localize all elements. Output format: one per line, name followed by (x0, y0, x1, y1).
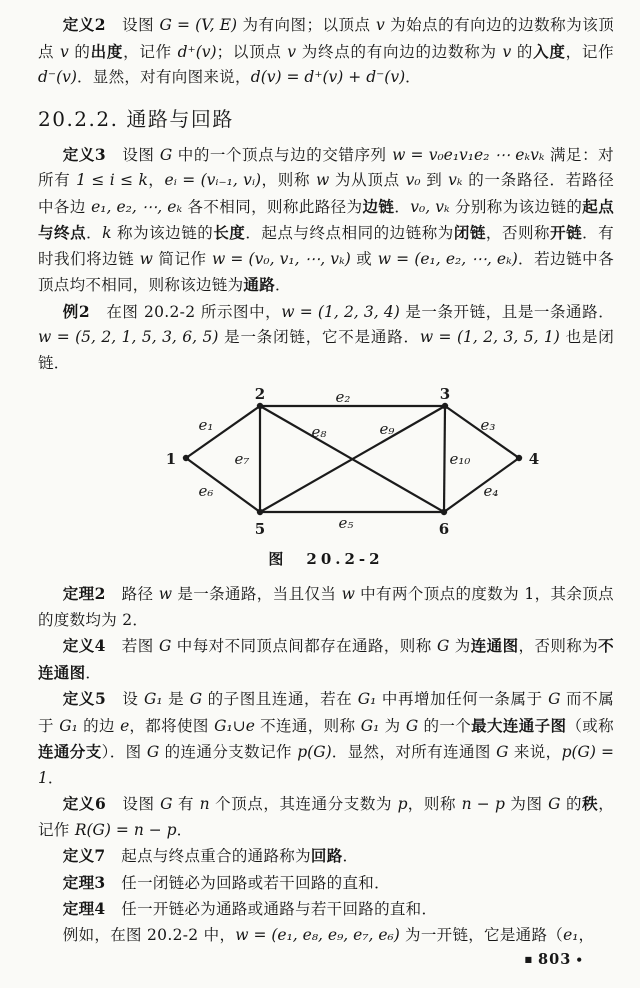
text-segment: ． (394, 197, 411, 216)
bold-term: 闭链 (453, 223, 486, 242)
bold-term: 连通图 (470, 636, 519, 655)
text-segment: 为始点的有向边的边数称为该顶点 (38, 16, 614, 61)
text-segment: 是一条闭链，它不是通路． (218, 328, 420, 346)
text-segment: 的 (560, 795, 583, 813)
math-expression: eᵢ = (vᵢ₋₁, vᵢ) (164, 171, 262, 189)
bold-term: 开链 (550, 223, 583, 242)
text-segment: 中有两个顶点的度数为 1，其余顶点的度数均为 2． (38, 585, 614, 629)
graph-edge-label-e₄: e₄ (483, 482, 499, 500)
math-expression: k (102, 224, 112, 242)
graph-figure-svg (38, 384, 626, 546)
paragraph-definition-5 (38, 686, 619, 791)
text-segment: 的子图且连通，若在 (202, 690, 358, 708)
text-segment: ，则称 (407, 795, 462, 813)
text-segment: 中再增加任何一条属于 (376, 690, 549, 708)
text-segment: 不连通，则称 (254, 716, 361, 735)
math-expression: w = (5, 2, 1, 5, 3, 6, 5) (38, 328, 219, 346)
math-expression: G = (V, E) (159, 16, 238, 34)
math-expression: 1 ≤ i ≤ k (76, 171, 148, 189)
bold-term: 定义5 (62, 689, 107, 708)
bold-term: 例2 (62, 301, 90, 321)
bold-term: 长度 (213, 223, 246, 242)
text-segment: 简记作 (152, 249, 212, 268)
text-segment: 为终点的有向边的边数称为 (296, 42, 503, 61)
text-segment: ． (342, 847, 359, 865)
text-segment: 到 (420, 171, 449, 189)
math-expression: R(G) = n − p (74, 820, 177, 839)
text-segment: ， (578, 925, 595, 944)
text-segment: 的 (68, 42, 91, 61)
figure-caption: 图 20.2-2 (268, 550, 384, 568)
graph-vertex-label-3: 3 (439, 385, 451, 403)
graph-vertex-5 (257, 509, 263, 515)
graph-edge-label-e₃: e₃ (480, 416, 496, 434)
math-expression: n − p (461, 795, 505, 813)
paragraph-definition-7 (38, 843, 614, 870)
text-segment: 为 (379, 716, 406, 735)
graph-figure (38, 384, 614, 546)
bold-term: 定义2 (62, 15, 106, 34)
page-number-marker-left: ■ (524, 954, 534, 964)
text-segment: 而不属于 (38, 690, 615, 735)
text-segment: 为从顶点 (329, 171, 406, 189)
text-segment: 中的一个顶点与边的交错序列 (172, 145, 393, 164)
math-expression: w (158, 585, 173, 603)
math-expression: G₁ (59, 716, 78, 735)
math-expression: v (287, 42, 297, 61)
math-expression: G (146, 743, 160, 761)
math-expression: d⁺(v) (177, 42, 217, 61)
graph-vertex-label-6: 6 (438, 520, 450, 538)
graph-vertex-1 (183, 455, 189, 461)
math-expression: v₀ (405, 171, 421, 189)
text-segment: 各不相同，则称此路径为 (182, 197, 363, 216)
section-heading: 20.2.2. 通路与回路 (38, 106, 234, 131)
graph-edge-3-6 (444, 406, 445, 512)
text-segment: 设图 (106, 145, 160, 164)
math-expression: vₖ (448, 171, 463, 189)
text-segment: ． (176, 820, 193, 839)
text-segment: 的一个 (418, 716, 472, 735)
math-expression: w (139, 249, 153, 268)
graph-vertex-label-2: 2 (254, 385, 266, 403)
math-expression: v (502, 42, 512, 61)
bold-term: 定义6 (62, 794, 107, 813)
text-segment: ，否则称 (485, 224, 551, 242)
bold-term: 最大连通子图 (471, 715, 567, 735)
text-segment: 设 (106, 690, 144, 708)
math-expression: v (375, 16, 385, 34)
text-segment: ．起点与终点相同的边链称为 (245, 224, 454, 242)
math-expression: w (341, 585, 355, 603)
math-expression: w = (1, 2, 3, 4) (281, 302, 400, 321)
text-segment: 也是闭链． (38, 328, 614, 372)
text-segment: 为图 (504, 795, 549, 813)
text-segment: ，记作 (123, 42, 178, 61)
text-segment: ． (405, 68, 421, 86)
text-segment: 的一条路径．若路径中各边 (38, 171, 614, 216)
text-segment: 的边 (77, 716, 121, 735)
math-expression: w = (v₀, v₁, ⋯, vₖ) (211, 249, 351, 268)
text-segment: 任一闭链必为回路或若干回路的直和． (105, 873, 390, 892)
math-expression: d(v) = d⁺(v) + d⁻(v) (250, 68, 406, 86)
paragraph-definition-6 (38, 791, 614, 843)
page-number-value: 803 (538, 951, 572, 968)
text-segment: 来说， (508, 743, 562, 761)
text-segment: ，都将使图 (129, 716, 215, 735)
graph-vertex-3 (442, 403, 448, 409)
text-segment: 在图 20.2-2 所示图中， (89, 302, 282, 321)
text-segment: ． (47, 768, 64, 787)
text-segment: 若图 (105, 637, 160, 655)
bold-term: 通路 (243, 275, 276, 294)
math-expression: e (120, 716, 130, 735)
graph-edge-label-e₅: e₅ (338, 514, 354, 532)
text-segment: ．若边链中各顶点均不相同，则称该边链为 (38, 249, 615, 294)
paragraph-theorem-4 (38, 896, 614, 923)
text-segment: 为一开链，它是通路（ (399, 925, 564, 944)
math-expression: n (199, 795, 210, 813)
text-segment: 的连通分支数记作 (159, 743, 298, 761)
text-segment: 例如，在图 20.2-2 中， (62, 925, 236, 944)
text-segment: 有 (172, 795, 200, 813)
text-segment: 称为该边链的 (111, 224, 214, 242)
paragraph-theorem-2 (38, 581, 614, 633)
graph-edge-label-e₁: e₁ (198, 416, 214, 434)
math-expression: p(G) (297, 743, 332, 761)
graph-edge-label-e₈: e₈ (311, 423, 327, 441)
text-segment: 为有向图；以顶点 (237, 16, 376, 34)
text-segment: 设图 (106, 795, 161, 813)
text-segment: 满足：对所有 (38, 145, 614, 189)
math-expression: p(G) = 1 (38, 743, 619, 787)
graph-vertex-label-1: 1 (165, 450, 177, 468)
math-expression: G (159, 637, 172, 655)
paragraph-example-sentence (38, 923, 614, 949)
text-segment: 是一条通路，当且仅当 (172, 585, 342, 603)
text-segment: 分别称为该边链的 (449, 197, 583, 216)
math-expression: G₁ (360, 716, 380, 735)
graph-edge-label-e₂: e₂ (335, 388, 351, 406)
graph-edge-label-e₆: e₆ (198, 482, 214, 500)
bold-term: 出度 (90, 41, 124, 61)
text-segment: ． (86, 224, 103, 242)
text-segment: ）．图 (101, 743, 147, 761)
text-segment: ，否则称为 (518, 637, 599, 655)
text-segment: ． (275, 276, 291, 294)
math-expression: G (437, 637, 450, 655)
graph-edge-label-e₁₀: e₁₀ (449, 450, 471, 468)
bold-term: 定义4 (62, 636, 106, 655)
math-expression: e₁ (563, 925, 579, 944)
text-segment: ；以顶点 (216, 42, 288, 61)
math-expression: G₁ (143, 690, 163, 708)
paragraph-definition-3 (38, 142, 614, 299)
bold-term: 定理3 (62, 872, 106, 892)
bold-term: 秩 (582, 794, 599, 813)
paragraph-definition-4 (38, 633, 614, 686)
text-segment: 设图 (105, 16, 160, 34)
bold-term: 回路 (310, 846, 343, 865)
math-expression: d⁻(v) (38, 68, 77, 86)
math-expression: w = v₀e₁v₁e₂ ⋯ eₖvₖ (392, 145, 545, 164)
graph-vertex-4 (516, 455, 522, 461)
page-number (524, 951, 584, 968)
text-segment: ． (85, 663, 102, 682)
graph-vertex-label-4: 4 (528, 450, 540, 468)
text-segment: 或 (350, 249, 378, 268)
bold-term: 定理4 (62, 899, 106, 918)
text-segment: 为 (449, 637, 471, 655)
math-expression: G (405, 716, 419, 735)
text-segment: ，记作 (38, 795, 615, 839)
bold-term: 定义7 (62, 846, 106, 865)
graph-vertex-2 (257, 403, 263, 409)
text-segment: ，记作 (565, 42, 620, 61)
text-segment: 的 (511, 42, 534, 61)
text-segment: ，则称 (261, 171, 316, 189)
text-segment: 起点与终点重合的通路称为 (105, 847, 311, 865)
text-segment: 是一条开链，且是一条通路． (399, 302, 615, 321)
math-expression: p (397, 795, 408, 813)
page-number-marker-right: • (575, 953, 584, 967)
bold-term: 起点与终点 (38, 196, 614, 242)
math-expression: v (59, 42, 69, 61)
math-expression: w = (e₁, e₈, e₉, e₇, e₆) (235, 925, 400, 944)
bold-term: 不连通图 (38, 636, 614, 682)
math-expression: G₁ (357, 690, 377, 708)
math-expression: G (548, 795, 561, 813)
math-expression: e₁, e₂, ⋯, eₖ (91, 197, 183, 216)
math-expression: G (159, 145, 173, 164)
math-expression: G (189, 690, 203, 708)
text-segment: ．显然，对有向图来说， (76, 68, 251, 86)
text-segment: 中每对不同顶点间都存在通路，则称 (171, 637, 438, 655)
text-segment: 是 (162, 690, 190, 708)
bold-term: 连通分支 (38, 742, 102, 761)
math-expression: w = (e₁, e₂, ⋯, eₖ) (377, 249, 518, 268)
paragraph-example-2 (38, 299, 614, 377)
graph-vertex-label-5: 5 (254, 520, 266, 538)
bold-term: 边链 (362, 196, 395, 216)
text-segment: （或称 (566, 716, 614, 735)
text-segment: ．有时我们将边链 (38, 224, 614, 268)
paragraph-theorem-3 (38, 870, 614, 897)
text-segment: 个顶点，其连通分支数为 (209, 795, 398, 813)
math-expression: v₀, vₖ (410, 197, 450, 216)
text-segment: ， (147, 171, 165, 189)
math-expression: G (548, 690, 561, 708)
math-expression: G₁∪e (214, 716, 255, 735)
bold-term: 定理2 (62, 584, 106, 603)
math-expression: w = (1, 2, 3, 5, 1) (419, 328, 560, 346)
text-segment: ．显然，对所有连通图 (331, 743, 497, 761)
paragraph-definition-2 (38, 12, 620, 91)
math-expression: w (315, 171, 330, 189)
bold-term: 入度 (533, 41, 566, 61)
graph-edge-label-e₇: e₇ (234, 450, 250, 468)
text-segment: 任一开链必为通路或通路与若干回路的直和． (105, 900, 438, 918)
graph-vertex-6 (441, 509, 447, 515)
text-segment: 路径 (105, 585, 159, 603)
graph-edge-label-e₉: e₉ (379, 420, 395, 438)
bold-term: 定义3 (62, 144, 106, 164)
math-expression: G (496, 743, 509, 761)
math-expression: G (160, 795, 173, 813)
